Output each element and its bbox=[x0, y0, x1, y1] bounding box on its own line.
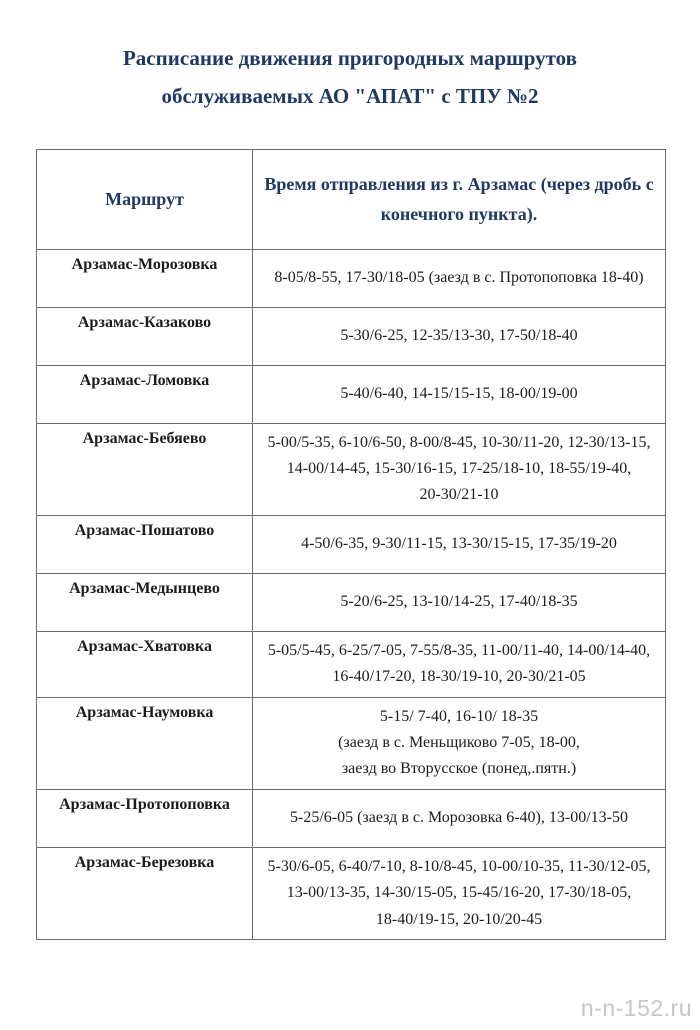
times-cell bbox=[253, 307, 666, 365]
route-cell: Арзамас-Пошатово bbox=[37, 515, 253, 573]
route-cell: Арзамас-Березовка bbox=[37, 847, 253, 939]
route-cell: Арзамас-Медынцево bbox=[37, 573, 253, 631]
times-cell bbox=[253, 423, 666, 515]
table-row bbox=[37, 365, 666, 423]
times-cell bbox=[253, 249, 666, 307]
route-cell: Арзамас-Казаково bbox=[37, 307, 253, 365]
table-row bbox=[37, 423, 666, 515]
time-line: 13-00/13-35, 14-30/15-05, 15-45/16-20, 17-30/18-05, bbox=[286, 884, 632, 902]
time-line: 5-40/6-40, 14-15/15-15, 18-00/19-00 bbox=[340, 384, 578, 402]
time-line: 8-05/8-55, 17-30/18-05 (заезд в с. Протопоповка 18-40) bbox=[274, 268, 644, 286]
page-title bbox=[0, 40, 700, 116]
time-line: (заезд в с. Меньщиково 7-05, 18-00, bbox=[338, 733, 580, 751]
table-row bbox=[37, 249, 666, 307]
time-line: 5-20/6-25, 13-10/14-25, 17-40/18-35 bbox=[340, 593, 578, 611]
page-title-line-1: Расписание движения пригородных маршрутов bbox=[122, 46, 577, 70]
table-row bbox=[37, 631, 666, 697]
table-row bbox=[37, 573, 666, 631]
table-row bbox=[37, 789, 666, 847]
header-row bbox=[37, 149, 666, 249]
column-header-route: Маршрут bbox=[37, 149, 253, 249]
route-cell: Арзамас-Наумовка bbox=[37, 697, 253, 789]
time-line: 5-05/5-45, 6-25/7-05, 7-55/8-35, 11-00/11-40, 14-00/14-40, bbox=[267, 641, 651, 659]
times-cell bbox=[253, 697, 666, 789]
times-cell bbox=[253, 631, 666, 697]
time-line: 4-50/6-35, 9-30/11-15, 13-30/15-15, 17-35/19-20 bbox=[301, 535, 617, 553]
time-line: 14-00/14-45, 15-30/16-15, 17-25/18-10, 18-55/19-40, bbox=[286, 459, 632, 477]
times-cell bbox=[253, 847, 666, 939]
times-cell bbox=[253, 573, 666, 631]
route-cell: Арзамас-Хватовка bbox=[37, 631, 253, 697]
time-line: 16-40/17-20, 18-30/19-10, 20-30/21-05 bbox=[332, 668, 586, 686]
page-title-line-2: обслуживаемых АО "АПАТ" с ТПУ №2 bbox=[161, 83, 539, 108]
times-cell bbox=[253, 515, 666, 573]
route-cell: Арзамас-Бебяево bbox=[37, 423, 253, 515]
times-cell bbox=[253, 365, 666, 423]
route-cell: Арзамас-Ломовка bbox=[37, 365, 253, 423]
time-line: 5-15/ 7-40, 16-10/ 18-35 bbox=[379, 707, 539, 725]
times-cell bbox=[253, 789, 666, 847]
table-row bbox=[37, 307, 666, 365]
route-cell: Арзамас-Морозовка bbox=[37, 249, 253, 307]
column-header-times: Время отправления из г. Арзамас (через дробь с конечного пункта). bbox=[253, 149, 666, 249]
table-row bbox=[37, 847, 666, 939]
time-line: 5-25/6-05 (заезд в с. Морозовка 6-40), 13-00/13-50 bbox=[290, 809, 628, 827]
time-line: 5-00/5-35, 6-10/6-50, 8-00/8-45, 10-30/11-20, 12-30/13-15, bbox=[267, 433, 651, 451]
route-cell: Арзамас-Протопоповка bbox=[37, 789, 253, 847]
time-line: 5-30/6-25, 12-35/13-30, 17-50/18-40 bbox=[340, 326, 578, 344]
table-row bbox=[37, 697, 666, 789]
time-line: 5-30/6-05, 6-40/7-10, 8-10/8-45, 10-00/10-35, 11-30/12-05, bbox=[267, 857, 651, 875]
watermark: n-n-152.ru bbox=[580, 995, 692, 1021]
time-line: заезд во Вторусское (понед,.пятн.) bbox=[341, 760, 577, 778]
time-line: 20-30/21-10 bbox=[419, 486, 499, 504]
time-line: 18-40/19-15, 20-10/20-45 bbox=[375, 910, 543, 928]
schedule-table bbox=[36, 149, 666, 940]
table-row bbox=[37, 515, 666, 573]
